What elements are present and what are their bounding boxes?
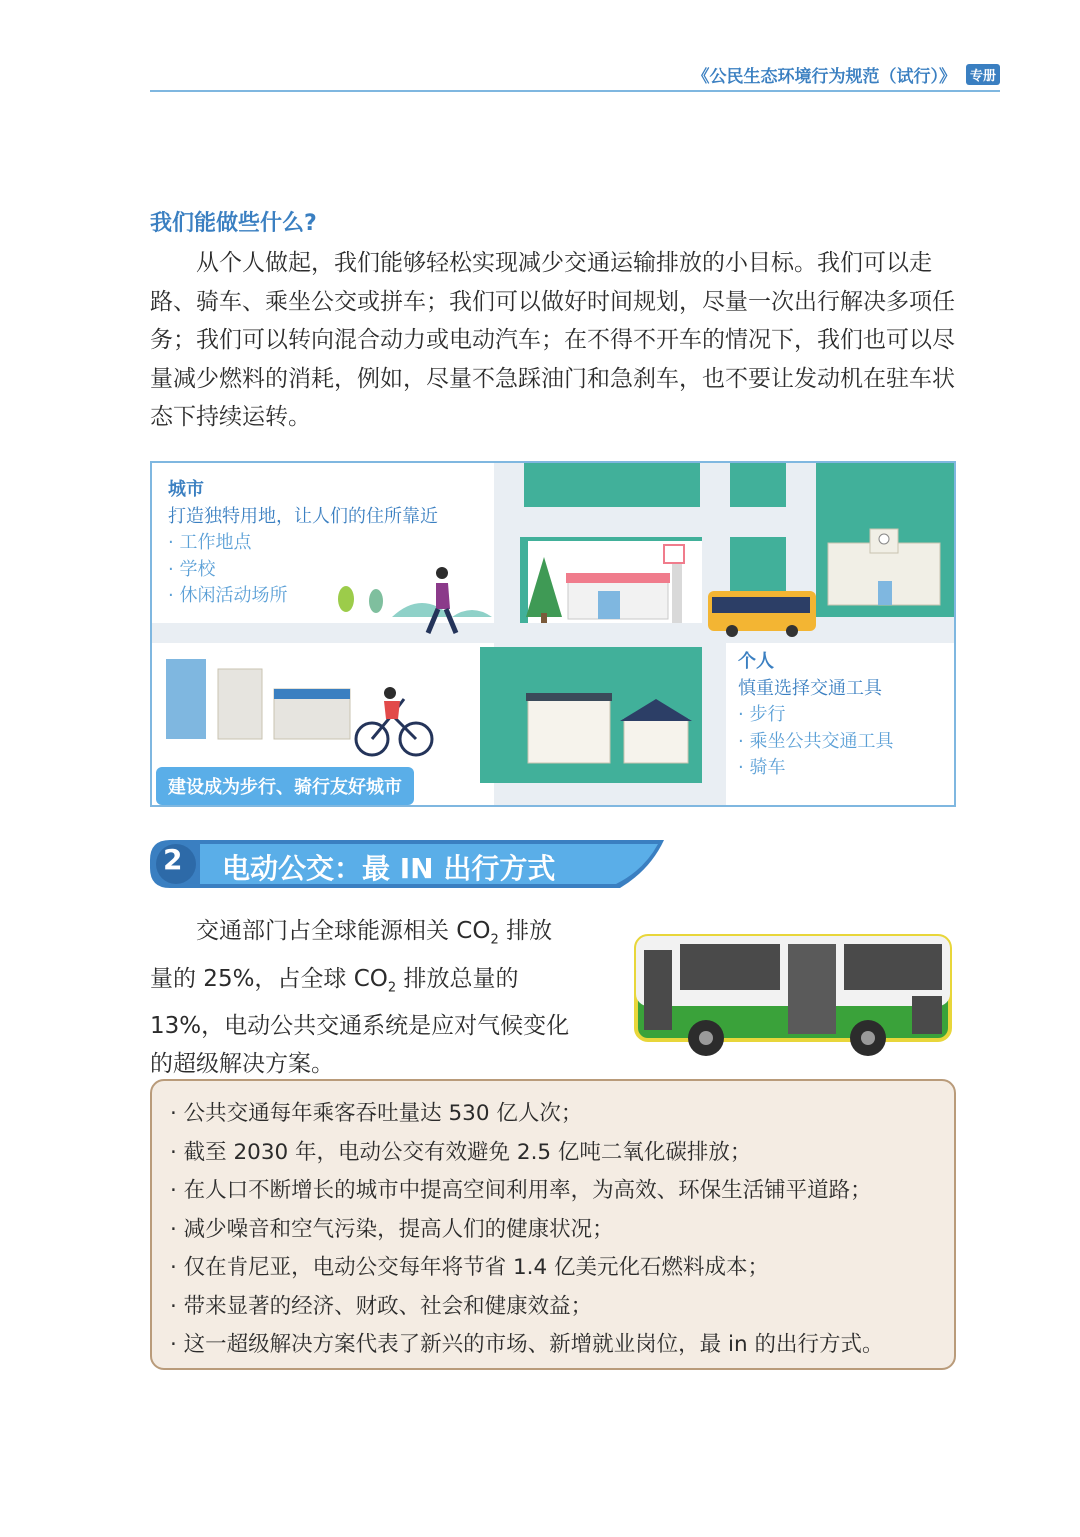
section2-number: 2 (163, 843, 183, 876)
header-badge: 专册 (966, 64, 1000, 85)
person-legend (738, 649, 893, 782)
page-header (150, 60, 1000, 92)
list-item: · 在人口不断增长的城市中提高空间利用率，为高效、环保生活铺平道路； (170, 1178, 872, 1203)
city-item: · 休闲活动场所 (168, 585, 288, 606)
city-item: · 学校 (168, 558, 216, 580)
city-title: 城市 (168, 479, 204, 500)
person-item: · 乘坐公共交通工具 (738, 730, 894, 752)
person-item: · 步行 (738, 704, 786, 725)
list-item: · 仅在肯尼亚，电动公交每年将节省 1.4 亿美元化石燃料成本； (170, 1255, 770, 1280)
list-item: · 这一超级解决方案代表了新兴的市场、新增就业岗位，最 in 的出行方式。 (170, 1332, 884, 1357)
electric-bus-illustration (632, 930, 954, 1060)
benefits-list (150, 1079, 956, 1370)
section2-paragraph: 交通部门占全球能源相关 $CO_2$ 排放量的 25%，占全球 $CO_2$ 排放总量的 13%，电动公共交通系统是应对气候变化的超级解决方案。 (150, 918, 570, 1078)
person-item: · 骑车 (738, 757, 786, 778)
list-item: · 公共交通每年乘客吞吐量达 530 亿人次； (170, 1101, 583, 1126)
section2-title: 电动公交：最 IN 出行方式 (222, 852, 556, 885)
city-illustration (150, 461, 956, 807)
section-question: 我们能做些什么? (150, 211, 317, 236)
list-item: · 带来显著的经济、财政、社会和健康效益； (170, 1293, 593, 1319)
city-banner-label: 建设成为步行、骑行友好城市 (156, 767, 414, 805)
city-subtitle: 打造独特用地，让人们的住所靠近 (168, 505, 438, 527)
person-title: 个人 (738, 651, 774, 672)
list-item: · 减少噪音和空气污染，提高人们的健康状况； (170, 1216, 614, 1242)
city-item: · 工作地点 (168, 532, 252, 553)
list-item: · 截至 2030 年，电动公交有效避免 2.5 亿吨二氧化碳排放； (170, 1139, 752, 1165)
person-subtitle: 慎重选择交通工具 (738, 677, 882, 699)
header-title: 《公民生态环境行为规范（试行）》 (692, 67, 956, 87)
intro-paragraph: 从个人做起，我们能够轻松实现减少交通运输排放的小目标。我们可以走路、骑车、乘坐公交或拼车；我们可以做好时间规划，尽量一次出行解决多项任务；我们可以转向混合动力或电动汽车；在不得不开车的情况下，我们也可以尽量减少燃料的消耗，例如，尽量不急踩油门和急刹车，也不要让发动机在驻车状态下持续运转。 (150, 250, 955, 430)
city-legend (168, 477, 438, 610)
